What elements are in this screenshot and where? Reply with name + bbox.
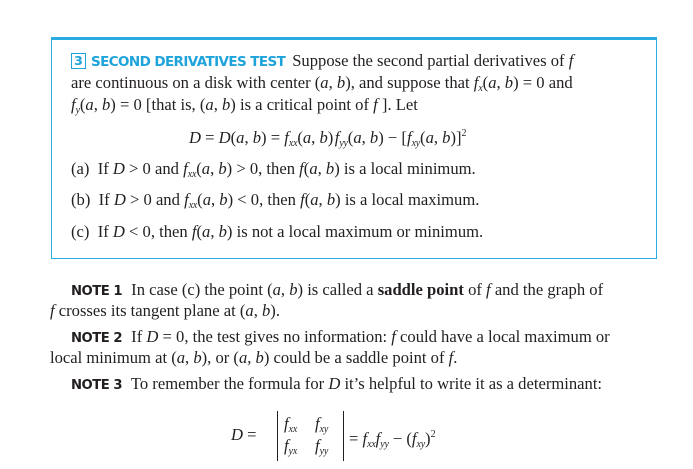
note-2-line-2: local minimum at (a, b), or (a, b) could be a saddle point of f. [50, 348, 458, 367]
matrix-cell-fxx: $f_{xx}$ [284, 414, 298, 435]
note-2-label: NOTE 2 [71, 331, 123, 346]
matrix-cell-fyx: $f_{yx}$ [284, 436, 298, 457]
note-1-label: NOTE 1 [71, 284, 123, 299]
theorem-number-badge: 3 [71, 53, 86, 69]
note-3-line-1: NOTE 3 To remember the formula for D it’s helpful to write it as a determinant: [71, 374, 603, 393]
saddle-point-term: saddle point [377, 280, 464, 299]
matrix-cell-fyy: $f_{yy}$ [315, 436, 329, 457]
case-c: (c) If D < 0, then f(a, b) is not a local maximum or minimum. [71, 222, 484, 241]
theorem-heading: SECOND DERIVATIVES TEST [91, 54, 286, 70]
case-b: (b) If D > 0 and $f_{xx}(a$, b) < 0, then f(a, b) is a local maximum. [71, 190, 480, 211]
note-3-label: NOTE 3 [71, 378, 123, 393]
theorem-line-2: are continuous on a disk with center (a, b), and suppose that $f_x(a$, b) = 0 and [71, 73, 573, 94]
matrix-cell-fxy: $f_{xy}$ [315, 414, 329, 435]
theorem-intro-text: Suppose the second partial derivatives of [292, 51, 569, 70]
note-1-line-2: f crosses its tangent plane at (a, b). [50, 301, 280, 320]
determinant-lhs: D = [231, 425, 257, 444]
case-a: (a) If D > 0 and $f_{xx}(a$, b) > 0, then f(a, b) is a local minimum. [71, 159, 476, 180]
discriminant-formula: D = D(a, $b) = f_{xx}(a$, b) $f_{yy}(a$, $b) - [f_{xy}(a$, b)]$^2$ [189, 128, 467, 149]
theorem-line-1: 3 SECOND DERIVATIVES TEST Suppose the second partial derivatives of f [71, 51, 573, 72]
note-2-line-1: NOTE 2 If D = 0, the test gives no information: f could have a local maximum or [71, 327, 610, 346]
theorem-line-3: $f_y(a$, b) = 0 [that is, (a, b) is a critical point of f ]. Let [71, 95, 418, 116]
determinant-rhs: = $f_{xx}f_{yy} - (f_{xy})^2$ [349, 429, 436, 450]
note-1-line-1: NOTE 1 In case (c) the point (a, b) is called a saddle point of f and the graph of [71, 280, 604, 299]
determinant-matrix [277, 411, 344, 461]
